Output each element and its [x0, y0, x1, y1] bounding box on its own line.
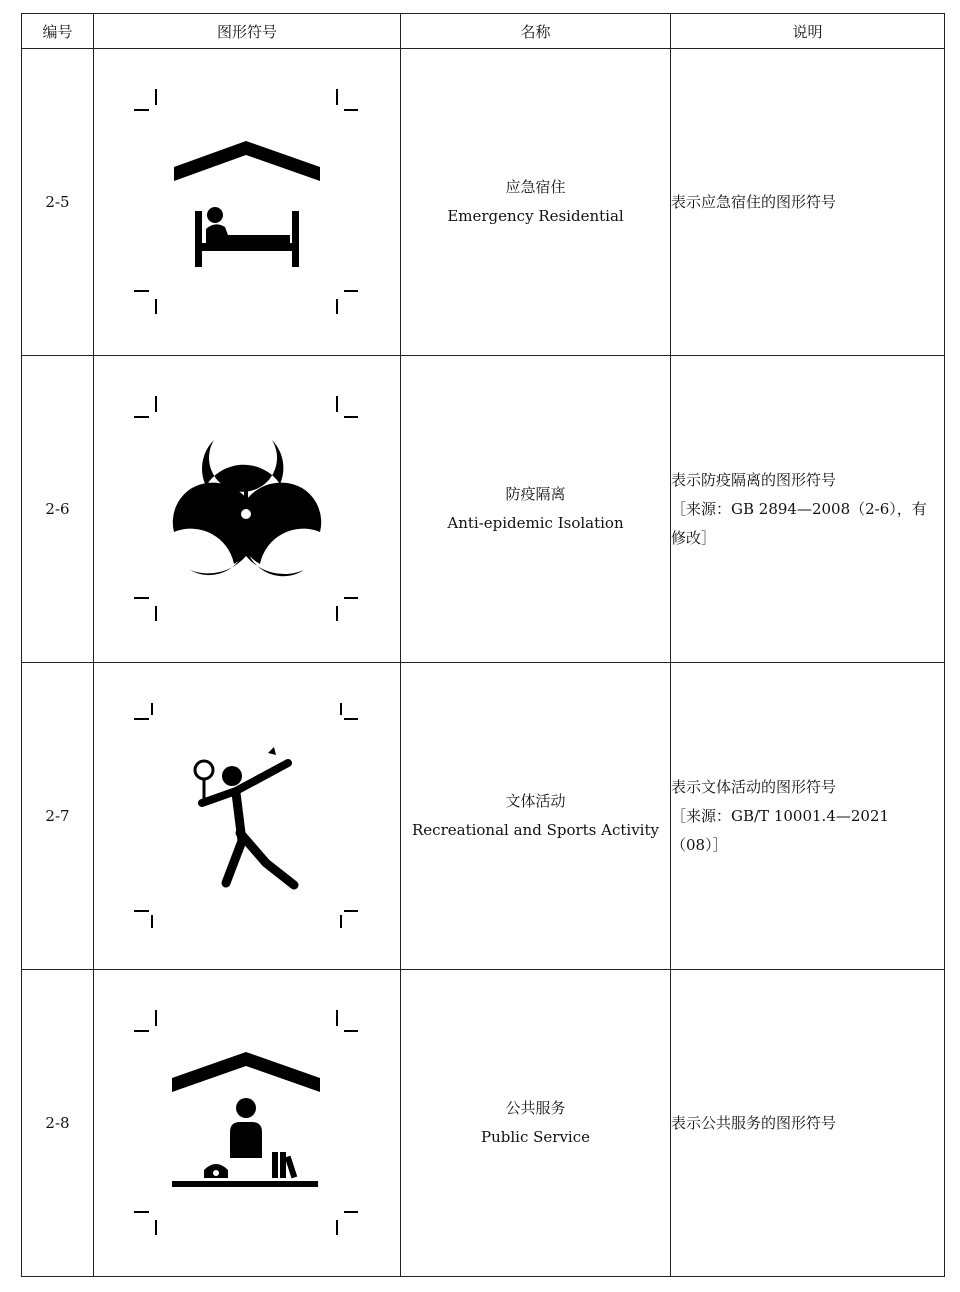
biohazard-icon — [94, 356, 401, 662]
description-cell — [671, 970, 945, 1277]
description-source-line: ［来源：GB 2894—2008（2-6），有 — [671, 499, 927, 518]
table-row — [22, 663, 945, 970]
name-en: Emergency Residential — [447, 207, 624, 225]
description-source-line: （08）］ — [671, 835, 728, 854]
table-row — [22, 49, 945, 356]
header-code: 编号 — [22, 14, 94, 49]
symbol-table — [21, 13, 945, 1277]
symbol-cell — [94, 970, 401, 1277]
description-line: 表示公共服务的图形符号 — [671, 1113, 837, 1132]
header-name: 名称 — [401, 14, 671, 49]
name-cell — [401, 663, 671, 970]
name-zh: 防疫隔离 — [505, 485, 566, 503]
table-row — [22, 356, 945, 663]
row-code: 2-8 — [22, 970, 94, 1277]
description-line: 表示防疫隔离的图形符号 — [671, 470, 837, 489]
description-cell — [671, 663, 945, 970]
description-cell — [671, 356, 945, 663]
row-code: 2-7 — [22, 663, 94, 970]
name-en: Public Service — [481, 1128, 590, 1146]
name-cell — [401, 970, 671, 1277]
name-en: Anti-epidemic Isolation — [447, 514, 624, 532]
table-row — [22, 970, 945, 1277]
header-description: 说明 — [671, 14, 945, 49]
row-code: 2-6 — [22, 356, 94, 663]
emergency-shelter-icon — [94, 49, 401, 355]
name-cell — [401, 356, 671, 663]
symbol-cell — [94, 663, 401, 970]
name-cell — [401, 49, 671, 356]
description-source-line: 修改］ — [671, 528, 717, 547]
description-source-line: ［来源：GB/T 10001.4—2021 — [671, 806, 890, 825]
name-zh: 应急宿住 — [505, 178, 566, 196]
symbol-cell — [94, 49, 401, 356]
name-zh: 公共服务 — [505, 1099, 566, 1117]
row-code: 2-5 — [22, 49, 94, 356]
symbol-cell — [94, 356, 401, 663]
description-cell — [671, 49, 945, 356]
name-zh: 文体活动 — [505, 792, 566, 810]
public-service-icon — [94, 970, 401, 1276]
description-line: 表示文体活动的图形符号 — [671, 777, 837, 796]
name-en: Recreational and Sports Activity — [412, 821, 659, 839]
table-header-row — [22, 14, 945, 49]
header-symbol: 图形符号 — [94, 14, 401, 49]
badminton-player-icon — [94, 663, 401, 969]
description-line: 表示应急宿住的图形符号 — [671, 192, 837, 211]
